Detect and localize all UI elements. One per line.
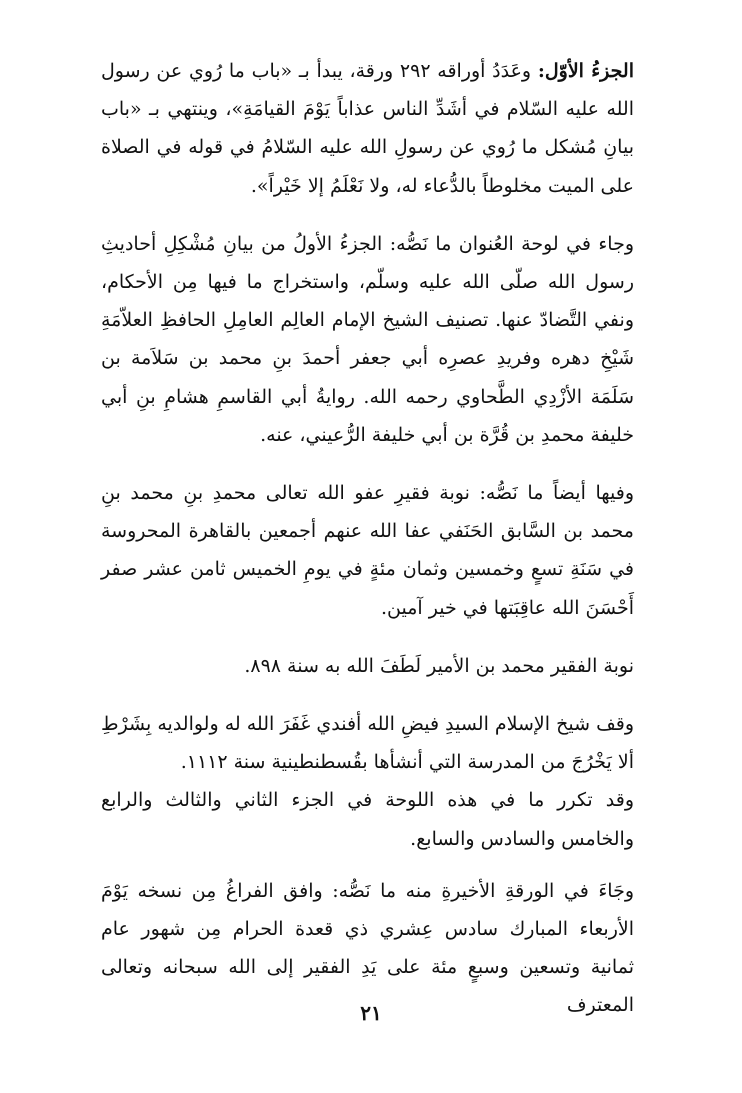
paragraph-text: وقف شيخ الإسلام السيدِ فيضِ الله أفندي غَفَرَ الله له ولوالديه بِشَرْطِ ألا يَخْرُجَ من المدرسة التي أنشأها بقُسطنطينية سنة ١١١٢. — [101, 713, 634, 774]
paragraph-text: وقد تكرر ما في هذه اللوحة في الجزء الثاني والثالث والرابع والخامس والسادس والسابع. — [101, 789, 634, 850]
paragraph-repetition-note — [101, 781, 634, 857]
paragraph-title-page-text — [101, 225, 634, 454]
paragraph-waqf-note — [101, 705, 634, 781]
paragraph-ownership-note — [101, 474, 634, 627]
page-number: ٢١ — [360, 1001, 382, 1025]
paragraph-part-one-description — [101, 52, 634, 205]
paragraph-text: نوبة الفقير محمد بن الأمير لَطَفَ الله به سنة ٨٩٨. — [244, 654, 634, 677]
paragraph-lead-heading: الجزءُ الأوّل: — [537, 60, 634, 82]
paragraph-text: وفيها أيضاً ما نَصُّه: نوبة فقيرِ عفو الله تعالى محمدِ بنِ محمد بنِ محمد بن السَّابق الحَنَفي عفا الله عنهم أجمعين بالقاهرة المحروسة في سَنَةِ تسعٍ وخمسين وثمان مئةٍ في يومِ الخميس ثامن عشر صفر أَحْسَنَ الله عاقِبَتها في خير آمين. — [101, 482, 634, 619]
paragraph-text: وجاء في لوحة العُنوان ما نَصُّه: الجزءُ الأولُ من بيانِ مُشْكِلِ أحاديثِ رسول الله صلّى الله عليه وسلّم، واستخراج ما فيها مِن الأحكام، ونفي التَّضادّ عنها. تصنيف الشيخ الإمام العالِم العامِلِ الحافظِ العلاّمَةِ شَيْخِ دهره وفريدِ عصرِه أبي جعفر أحمدَ بنِ محمد بن سَلاَمة بن سَلَمَة الأزْدِي الطَّحاوي رحمه الله. روايةُ أبي القاسمِ هشامِ بنِ أبي خليفة محمدِ بن قُرَّة بن أبي خليفة الرُّعيني، عنه. — [101, 232, 635, 446]
paragraph-text: وعَدَدُ أوراقه ٢٩٢ ورقة، يبدأ بـ «باب ما رُوي عن رسول الله عليه السّلام في أشَدِّ الناس عذاباً يَوْمَ القيامَةِ»، وينتهي بـ «باب بيانِ مُشكل ما رُوي عن رسولِ الله عليه السّلامُ في قوله في الصلاة على الميت مخلوطاً بالدُّعاء له، ولا نَعْلَمُ إلا خَيْراً». — [101, 60, 634, 197]
paragraph-ownership-note-2 — [101, 647, 634, 685]
paragraph-text: وجَاءَ في الورقةِ الأخيرةِ منه ما نَصُّه: وافق الفراغُ مِن نسخه يَوْمَ الأربعاء المبارك سادس عِشري ذي قعدة الحرام مِن شهور عام ثمانية وتسعين وسبعٍ مئة على يَدِ الفقير إلى الله سبحانه وتعالى المعترف — [101, 879, 634, 1017]
